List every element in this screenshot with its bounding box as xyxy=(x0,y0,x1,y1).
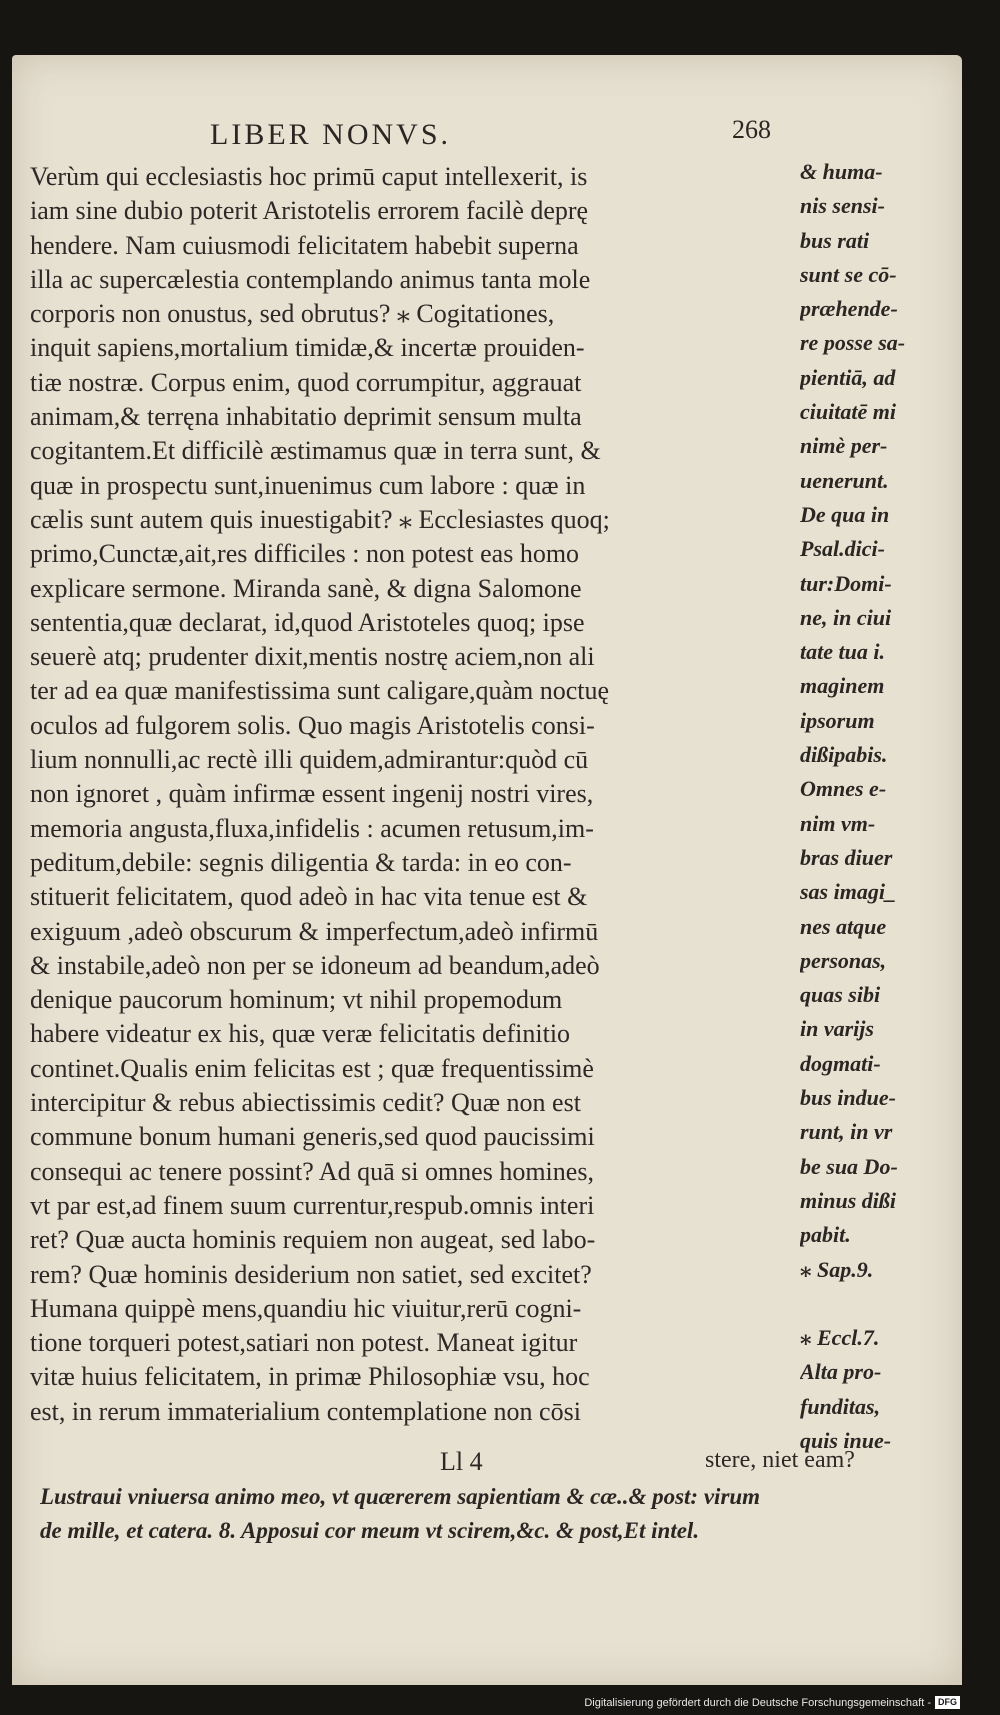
margin-note-line: in varijs xyxy=(800,1016,874,1042)
margin-note-line: nis sensi- xyxy=(800,193,885,219)
text-line: vitæ huius felicitatem, in primæ Philosophiæ vsu, hoc xyxy=(30,1362,590,1392)
text-line: tiæ nostræ. Corpus enim, quod corrumpitur, aggrauat xyxy=(30,367,582,397)
text-line: oculos ad fulgorem solis. Quo magis Aristotelis consi- xyxy=(30,710,595,740)
margin-note-line xyxy=(800,1287,925,1321)
text-line: vt par est,ad finem suum currentur,respub.omnis interi xyxy=(30,1190,595,1220)
text-line: est, in rerum immaterialium contemplatione non cōsi xyxy=(30,1396,581,1426)
text-line: cogitantem.Et difficilè æstimamus quæ in terra sunt, & xyxy=(30,436,601,466)
margin-note-line: dogmati- xyxy=(800,1050,881,1076)
margin-note-line: uenerunt. xyxy=(800,467,889,493)
margin-note-line: bras diuer xyxy=(800,844,893,870)
text-line: commune bonum humani generis,sed quod paucissimi xyxy=(30,1122,595,1152)
margin-note-line: De qua in xyxy=(800,501,890,527)
footnote-line: Lustraui vniuersa animo meo, vt quærerem sapientiam & cæ..& post: virum xyxy=(40,1484,761,1509)
text-line: explicare sermone. Miranda sanè, & digna Salomone xyxy=(30,573,582,603)
text-line: non ignoret , quàm infirmæ essent ingenij nostri vires, xyxy=(30,779,594,809)
margin-note-line: bus rati xyxy=(800,227,870,253)
text-line: peditum,debile: segnis diligentia & tarda: in eo con- xyxy=(30,847,572,877)
margin-note-line: quas sibi xyxy=(800,982,881,1008)
text-line: inquit sapiens,mortalium timidæ,& incertæ prouiden- xyxy=(30,333,585,363)
margin-note-line: sas imagi_ xyxy=(800,879,896,905)
margin-note-line: nimè per- xyxy=(800,433,888,459)
text-line: exiguum ,adeò obscurum & imperfectum,adeò infirmū xyxy=(30,916,599,946)
margin-note-line: nim vm- xyxy=(800,810,876,836)
margin-note-line: runt, in vr xyxy=(800,1119,893,1145)
signature-mark: Ll 4 xyxy=(440,1447,483,1476)
margin-note-line: ⁎ Eccl.7. xyxy=(800,1325,880,1351)
margin-note-line: ne, in ciui xyxy=(800,604,892,630)
catchword: stere, niet eam? xyxy=(705,1447,855,1473)
margin-note-line: pientiā, ad xyxy=(800,364,896,390)
text-line: consequi ac tenere possint? Ad quā si omnes homines, xyxy=(30,1156,594,1186)
text-line: continet.Qualis enim felicitas est ; quæ frequentissimè xyxy=(30,1053,594,1083)
digitization-credit xyxy=(584,1696,960,1709)
text-line: memoria angusta,fluxa,infidelis : acumen retusum,im- xyxy=(30,813,594,843)
margin-note-line: bus indue- xyxy=(800,1085,896,1111)
credit-text: Digitalisierung gefördert durch die Deutsche Forschungsgemeinschaft - xyxy=(584,1696,931,1709)
text-line: primo,Cunctæ,ait,res difficiles : non potest eas homo xyxy=(30,539,580,569)
margin-note-line: Omnes e- xyxy=(800,776,887,802)
text-line: corporis non onustus, sed obrutus? ⁎ Cogitationes, xyxy=(30,299,555,329)
margin-note-line: nes atque xyxy=(800,913,887,939)
text-line: animam,& terręna inhabitatio deprimit sensum multa xyxy=(30,402,582,432)
text-line: denique paucorum hominum; vt nihil propemodum xyxy=(30,985,563,1015)
margin-note-line: sunt se cō- xyxy=(800,261,897,287)
text-line: rem? Quæ hominis desiderium non satiet, sed excitet? xyxy=(30,1259,592,1289)
margin-note-line: Psal.dici- xyxy=(800,536,885,562)
margin-note-line: ciuitatē mi xyxy=(800,399,896,425)
text-line: Humana quippè mens,quandiu hic viuitur,rerū cogni- xyxy=(30,1293,582,1323)
text-line: stituerit felicitatem, quod adeò in hac vita tenue est & xyxy=(30,882,588,912)
margin-note-line: quis inue- xyxy=(800,1427,892,1453)
main-text-block xyxy=(30,160,795,1429)
margin-note-line: pabit. xyxy=(800,1222,851,1248)
margin-note-line: & huma- xyxy=(800,159,883,184)
margin-note-line: minus dißi xyxy=(800,1187,896,1213)
text-line: seuerè atq; prudenter dixit,mentis nostrę aciem,non ali xyxy=(30,642,595,672)
handwritten-footnote xyxy=(40,1480,940,1548)
text-line: hendere. Nam cuiusmodi felicitatem habebit superna xyxy=(30,230,579,260)
text-line: habere videatur ex his, quæ veræ felicitatis definitio xyxy=(30,1019,571,1049)
margin-note-line: ipsorum xyxy=(800,707,875,733)
text-line: lium nonnulli,ac rectè illi quidem,admirantur:quòd cū xyxy=(30,745,589,775)
margin-note-line: præhende- xyxy=(800,296,898,322)
text-line: iam sine dubio poterit Aristotelis errorem facilè deprę xyxy=(30,196,589,226)
margin-note-line: maginem xyxy=(800,673,885,699)
text-line: & instabile,adeò non per se idoneum ad beandum,adeò xyxy=(30,950,600,980)
text-line: illa ac supercælestia contemplando animus tanta mole xyxy=(30,264,591,294)
margin-note-line: tate tua i. xyxy=(800,639,885,665)
margin-note-line: be sua Do- xyxy=(800,1153,898,1179)
text-line: Verùm qui ecclesiastis hoc primū caput intellexerit, is xyxy=(30,162,588,191)
page-number: 268 xyxy=(732,115,771,144)
margin-note-line: tur:Domi- xyxy=(800,570,892,596)
margin-note-line: personas, xyxy=(800,947,887,973)
dfg-logo: DFG xyxy=(935,1696,960,1709)
margin-note-line: Alta pro- xyxy=(800,1359,882,1385)
margin-note-line: re posse sa- xyxy=(800,330,906,356)
text-line: intercipitur & rebus abiectissimis cedit? Quæ non est xyxy=(30,1088,581,1118)
text-line: quæ in prospectu sunt,inuenimus cum labore : quæ in xyxy=(30,470,586,500)
margin-note-line: ⁎ Sap.9. xyxy=(800,1256,874,1282)
marginal-notes xyxy=(800,155,925,1458)
text-line: ter ad ea quæ manifestissima sunt caligare,quàm noctuę xyxy=(30,676,610,706)
footnote-line: de mille, et catera. 8. Apposui cor meum vt scirem,&c. & post,Et intel. xyxy=(40,1518,700,1543)
margin-note-line: funditas, xyxy=(800,1393,881,1419)
running-header: LIBER NONVS. xyxy=(210,118,452,151)
margin-note-line: dißipabis. xyxy=(800,742,888,768)
text-line: ret? Quæ aucta hominis requiem non augeat, sed labo- xyxy=(30,1225,596,1255)
text-line: cælis sunt autem quis inuestigabit? ⁎ Ecclesiastes quoq; xyxy=(30,504,610,534)
text-line: sententia,quæ declarat, id,quod Aristoteles quoq; ipse xyxy=(30,607,585,637)
text-line: tione torqueri potest,satiari non potest. Maneat igitur xyxy=(30,1328,578,1358)
